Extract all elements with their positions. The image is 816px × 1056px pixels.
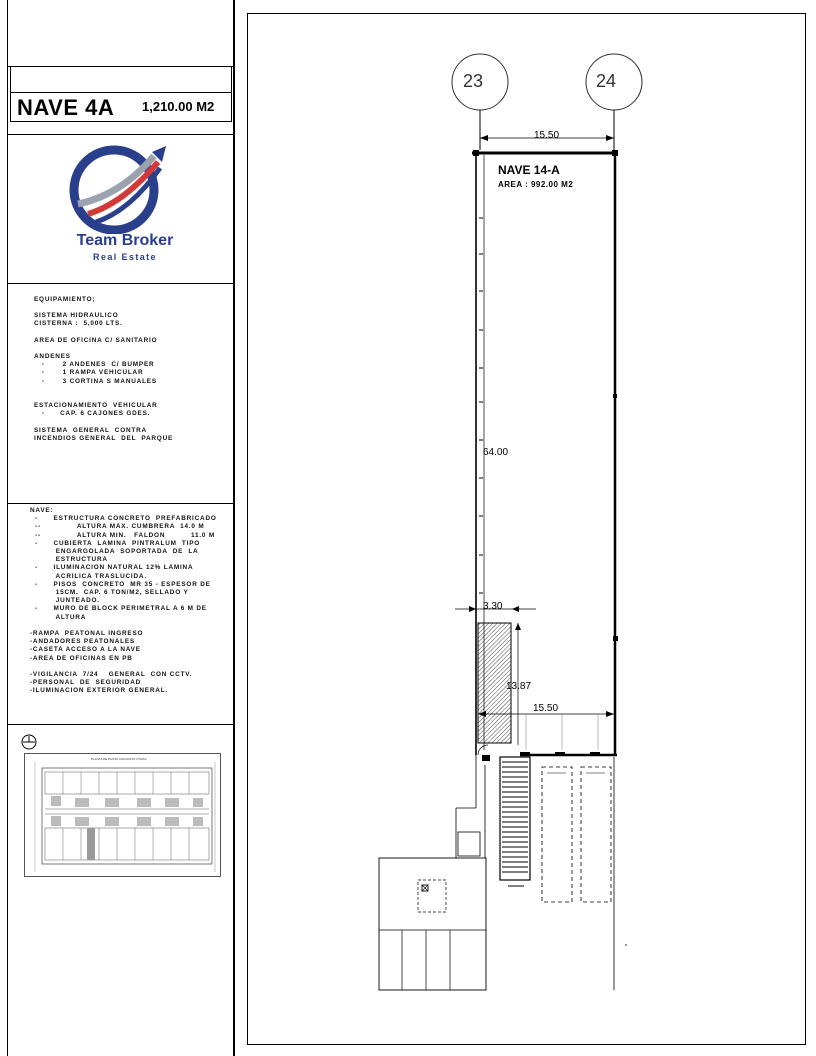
spec-line: 15CM. CAP. 6 TON/M2, SELLADO Y: [30, 589, 189, 597]
spec-line: -AREA DE OFICINAS EN PB: [30, 654, 133, 662]
spec-line: ESTACIONAMIENTO VEHICULAR: [34, 402, 158, 410]
spec-line: -ANDADORES PEATONALES: [30, 638, 135, 646]
spec-line: ANDENES: [34, 353, 71, 361]
office-length-text: 13.87: [506, 681, 532, 692]
spec-line: -PERSONAL DE SEGURIDAD: [30, 679, 142, 687]
spec-line: -CASETA ACCESO A LA NAVE: [30, 646, 141, 654]
spec-line: -RAMPA PEATONAL INGRESO: [30, 630, 144, 638]
spec-line: - ILUMINACION NATURAL 12% LAMINA: [30, 564, 194, 572]
spec-line: - ESTRUCTURA CONCRETO PREFABRICADO: [30, 515, 217, 523]
bottom-dimension-text: 15.50: [533, 703, 559, 714]
spec-line: - MURO DE BLOCK PERIMETRAL A 6 M DE: [30, 605, 207, 613]
spec-line: - PISOS CONCRETO MR 35 - ESPESOR DE: [30, 580, 211, 588]
spec-line: JUNTEADO.: [30, 597, 100, 605]
spec-line: - CAP. 6 CAJONES GDES.: [34, 410, 151, 418]
spec-line: ALTURA: [30, 613, 87, 621]
spec-line: CISTERNA : 5,000 LTS.: [34, 320, 123, 328]
spec-line: ACRILICA TRASLUCIDA.: [30, 572, 147, 580]
spec-line: SISTEMA HIDRAULICO: [34, 312, 119, 319]
spec-line: - CUBIERTA LAMINA PINTRALUM TIPO: [30, 539, 201, 547]
top-dimension-text: 15.50: [534, 130, 560, 141]
spec-line: SISTEMA GENERAL CONTRA: [34, 426, 147, 434]
parking-spaces: [542, 767, 611, 902]
structural-columns: [473, 150, 618, 641]
keyplan-title: PLANTA DE PUNTA CONJUNTO OTRAS: [91, 757, 147, 761]
spec-line: - 3 CORTINA S MANUALES: [34, 377, 157, 385]
spec-line: -- ALTURA MIN. FALDON 11.0 M: [30, 531, 215, 539]
length-dimension-text: 64.00: [483, 447, 509, 458]
spec-line: -- ALTURA MAX. CUMBRERA 14.0 M: [30, 523, 205, 531]
spec-line: -VIGILANCIA 7/24 GENERAL CON CCTV.: [30, 671, 193, 679]
spec-line: ENGARGOLADA SOPORTADA DE LA: [30, 548, 199, 556]
grid-label-24: 24: [596, 71, 617, 91]
nave-title: NAVE 4A: [17, 95, 115, 120]
nave-label: NAVE 14-A: [498, 163, 560, 177]
spec-line: AREA DE OFICINA C/ SANITARIO: [34, 336, 158, 344]
guard-booth: [458, 832, 480, 856]
spec-line: INCENDIOS GENERAL DEL PARQUE: [34, 435, 174, 443]
spec-line: - 2 ANDENES C/ BUMPER: [34, 361, 155, 369]
nave-area-label: AREA : 992.00 M2: [498, 180, 574, 189]
logo-subtitle: Real Estate: [93, 252, 157, 262]
equipamiento-heading: EQUIPAMIENTO;: [34, 296, 96, 303]
office-width-text: 3.30: [483, 601, 503, 612]
spec-line: ESTRUCTURA: [30, 556, 108, 564]
spec-line: -ILUMINACION EXTERIOR GENERAL.: [30, 687, 168, 695]
adjacent-building: [379, 858, 486, 990]
nave-area: 1,210.00 M2: [142, 99, 215, 114]
spec-line: NAVE:: [30, 507, 54, 514]
logo-name: Team Broker: [76, 232, 174, 249]
spec-line: - 1 RAMPA VEHICULAR: [34, 369, 144, 377]
grid-label-23: 23: [463, 71, 484, 91]
